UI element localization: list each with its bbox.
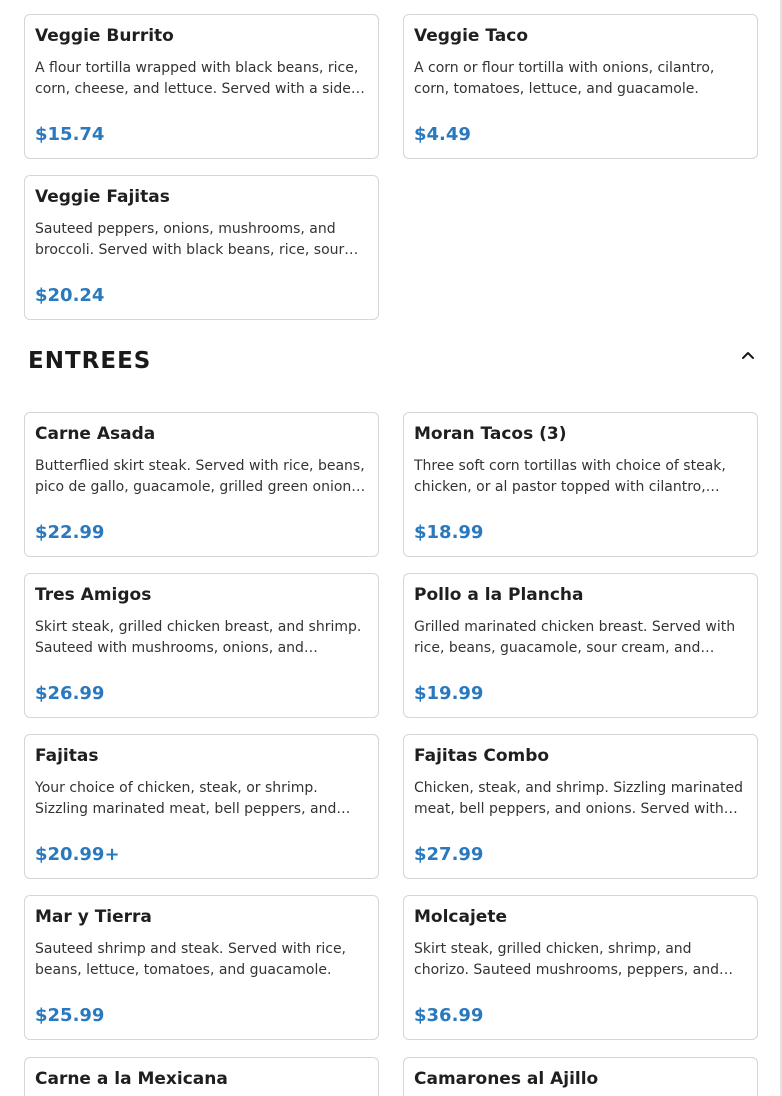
item-description: Butterflied skirt steak. Served with rice, beans, pico de gallo, guacamole, grilled green onion… (35, 458, 366, 495)
item-price: $36.99 (414, 1005, 484, 1026)
item-name: Moran Tacos (3) (414, 424, 567, 444)
item-price: $22.99 (35, 522, 105, 543)
item-price: $4.49 (414, 124, 471, 145)
menu-item-card[interactable] (24, 1057, 379, 1096)
menu-item-card[interactable] (24, 573, 379, 718)
menu-item-card[interactable] (24, 14, 379, 159)
item-name: Carne Asada (35, 424, 156, 444)
item-price: $18.99 (414, 522, 484, 543)
item-description: A flour tortilla wrapped with black beans, rice, corn, cheese, and lettuce. Served with a side… (35, 60, 365, 97)
menu-item-card[interactable] (403, 895, 758, 1040)
item-name: Tres Amigos (35, 585, 152, 605)
menu-item-card[interactable] (403, 573, 758, 718)
menu-item-card[interactable] (403, 14, 758, 159)
menu-item-card[interactable] (24, 734, 379, 879)
item-name: Fajitas (35, 746, 99, 766)
item-name: Mar y Tierra (35, 907, 152, 927)
menu-item-card[interactable] (403, 412, 758, 557)
chevron-up-icon[interactable] (740, 347, 756, 363)
item-name: Veggie Burrito (35, 26, 174, 46)
item-price: $20.99+ (35, 844, 120, 865)
item-description: Three soft corn tortillas with choice of steak, chicken, or al pastor topped with cilantro,… (414, 458, 726, 495)
item-name: Pollo a la Plancha (414, 585, 584, 605)
item-description: Grilled marinated chicken breast. Served with rice, beans, guacamole, sour cream, and… (414, 619, 736, 656)
item-price: $19.99 (414, 683, 484, 704)
item-description: Sauteed shrimp and steak. Served with rice, beans, lettuce, tomatoes, and guacamole. (35, 941, 347, 978)
menu-item-card[interactable] (403, 1057, 758, 1096)
item-price: $15.74 (35, 124, 105, 145)
item-description: Skirt steak, grilled chicken, shrimp, and chorizo. Sauteed mushrooms, peppers, and… (414, 941, 734, 978)
item-price: $25.99 (35, 1005, 105, 1026)
menu-item-card[interactable] (24, 895, 379, 1040)
item-description: Skirt steak, grilled chicken breast, and shrimp. Sauteed with mushrooms, onions, and… (35, 619, 362, 656)
item-name: Veggie Fajitas (35, 187, 170, 207)
item-name: Veggie Taco (414, 26, 529, 46)
item-name: Carne a la Mexicana (35, 1069, 228, 1089)
item-name: Fajitas Combo (414, 746, 550, 766)
item-price: $26.99 (35, 683, 105, 704)
item-price: $27.99 (414, 844, 484, 865)
menu-item-card[interactable] (403, 734, 758, 879)
item-description: Sauteed peppers, onions, mushrooms, and broccoli. Served with black beans, rice, sour… (35, 221, 359, 258)
item-name: Camarones al Ajillo (414, 1069, 599, 1089)
item-name: Molcajete (414, 907, 507, 927)
entrees-section-header[interactable] (24, 336, 758, 386)
item-description: A corn or flour tortilla with onions, cilantro, corn, tomatoes, lettuce, and guacamole. (414, 60, 715, 97)
item-price: $20.24 (35, 285, 105, 306)
item-description: Chicken, steak, and shrimp. Sizzling marinated meat, bell peppers, and onions. Served with… (414, 780, 744, 817)
menu-item-card[interactable] (24, 412, 379, 557)
menu-item-card[interactable] (24, 175, 379, 320)
section-title: ENTREES (28, 348, 152, 374)
item-description: Your choice of chicken, steak, or shrimp. Sizzling marinated meat, bell peppers, and… (35, 780, 351, 817)
